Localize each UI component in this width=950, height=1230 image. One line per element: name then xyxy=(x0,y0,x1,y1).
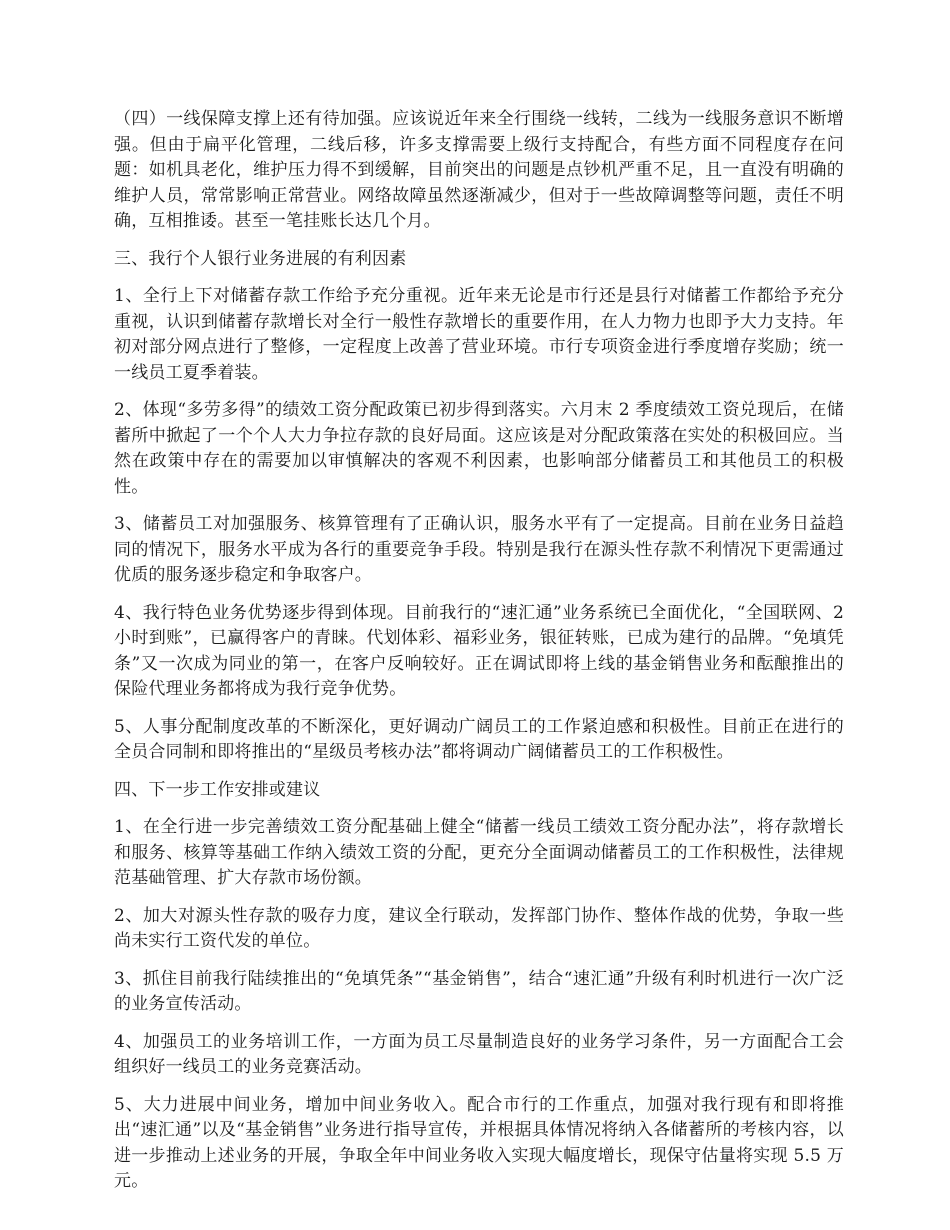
document-body xyxy=(114,107,844,1207)
paragraph-step-5: 5、大力进展中间业务，增加中间业务收入。配合市行的工作重点，加强对我行现有和即将推出“速汇通”以及“基金销售”业务进行指导宣传，并根据具体情况将纳入各储蓄所的考核内容，以进一步推动上述业务的开展，争取全年中间业务收入实现大幅度增长，现保守估量将实现 5.5 万元。 xyxy=(114,1094,844,1191)
paragraph-step-2: 2、加大对源头性存款的吸存力度，建议全行联动，发挥部门协作、整体作战的优势，争取一些尚未实行工资代发的单位。 xyxy=(114,905,844,951)
paragraph-step-4: 4、加强员工的业务培训工作，一方面为员工尽量制造良好的业务学习条件，另一方面配合工会组织好一线员工的业务竞赛活动。 xyxy=(114,1031,844,1077)
paragraph-step-1: 1、在全行进一步完善绩效工资分配基础上健全“储蓄一线员工绩效工资分配办法”，将存款增长和服务、核算等基础工作纳入绩效工资的分配，更充分全面调动储蓄员工的工作积极性，法律规范基础管理、扩大存款市场份额。 xyxy=(114,817,844,888)
heading-next-steps: 四、下一步工作安排或建议 xyxy=(114,779,321,800)
paragraph-factor-2: 2、体现“多劳多得”的绩效工资分配政策已初步得到落实。六月末 2 季度绩效工资兑现后，在储蓄所中掀起了一个个人大力争拉存款的良好局面。这应该是对分配政策落在实处的积极回应。当然在政策中存在的需要加以审慎解决的客观不利因素，也影响部分储蓄员工和其他员工的积极性。 xyxy=(114,400,844,497)
paragraph-factor-1: 1、全行上下对储蓄存款工作给予充分重视。近年来无论是市行还是县行对储蓄工作都给予充分重视，认识到储蓄存款增长对全行一般性存款增长的重要作用，在人力物力也即予大力支持。年初对部分网点进行了整修，一定程度上改善了营业环境。市行专项资金进行季度增存奖励；统一一线员工夏季着装。 xyxy=(114,286,844,383)
paragraph-factor-3: 3、储蓄员工对加强服务、核算管理有了正确认识，服务水平有了一定提高。目前在业务日益趋同的情况下，服务水平成为各行的重要竞争手段。特别是我行在源头性存款不利情况下更需通过优质的服务逐步稳定和争取客户。 xyxy=(114,514,844,585)
paragraph-step-3: 3、抓住目前我行陆续推出的“免填凭条”“基金销售”，结合“速汇通”升级有利时机进行一次广泛的业务宣传活动。 xyxy=(114,968,844,1014)
paragraph-factor-5: 5、人事分配制度改革的不断深化，更好调动广阔员工的工作紧迫感和积极性。目前正在进行的全员合同制和即将推出的“星级员考核办法”都将调动广阔储蓄员工的工作积极性。 xyxy=(114,716,844,762)
paragraph-section-four-support: （四）一线保障支撑上还有待加强。应该说近年来全行围绕一线转，二线为一线服务意识不断增强。但由于扁平化管理，二线后移，许多支撑需要上级行支持配合，有些方面不同程度存在问题：如机具老化，维护压力得不到缓解，目前突出的问题是点钞机严重不足，且一直没有明确的维护人员，常常影响正常营业。网络故障虽然逐渐减少，但对于一些故障调整等问题，责任不明确，互相推诿。甚至一笔挂账长达几个月。 xyxy=(114,109,844,231)
paragraph-factor-4: 4、我行特色业务优势逐步得到体现。目前我行的“速汇通”业务系统已全面优化，“全国联网、2 小时到账”，已赢得客户的青睐。代划体彩、福彩业务，银征转账，已成为建行的品牌。“免填凭条”又一次成为同业的第一，在客户反响较好。正在调试即将上线的基金销售业务和酝酿推出的保险代理业务都将成为我行竞争优势。 xyxy=(114,602,844,699)
heading-favorable-factors: 三、我行个人银行业务进展的有利因素 xyxy=(114,248,407,269)
